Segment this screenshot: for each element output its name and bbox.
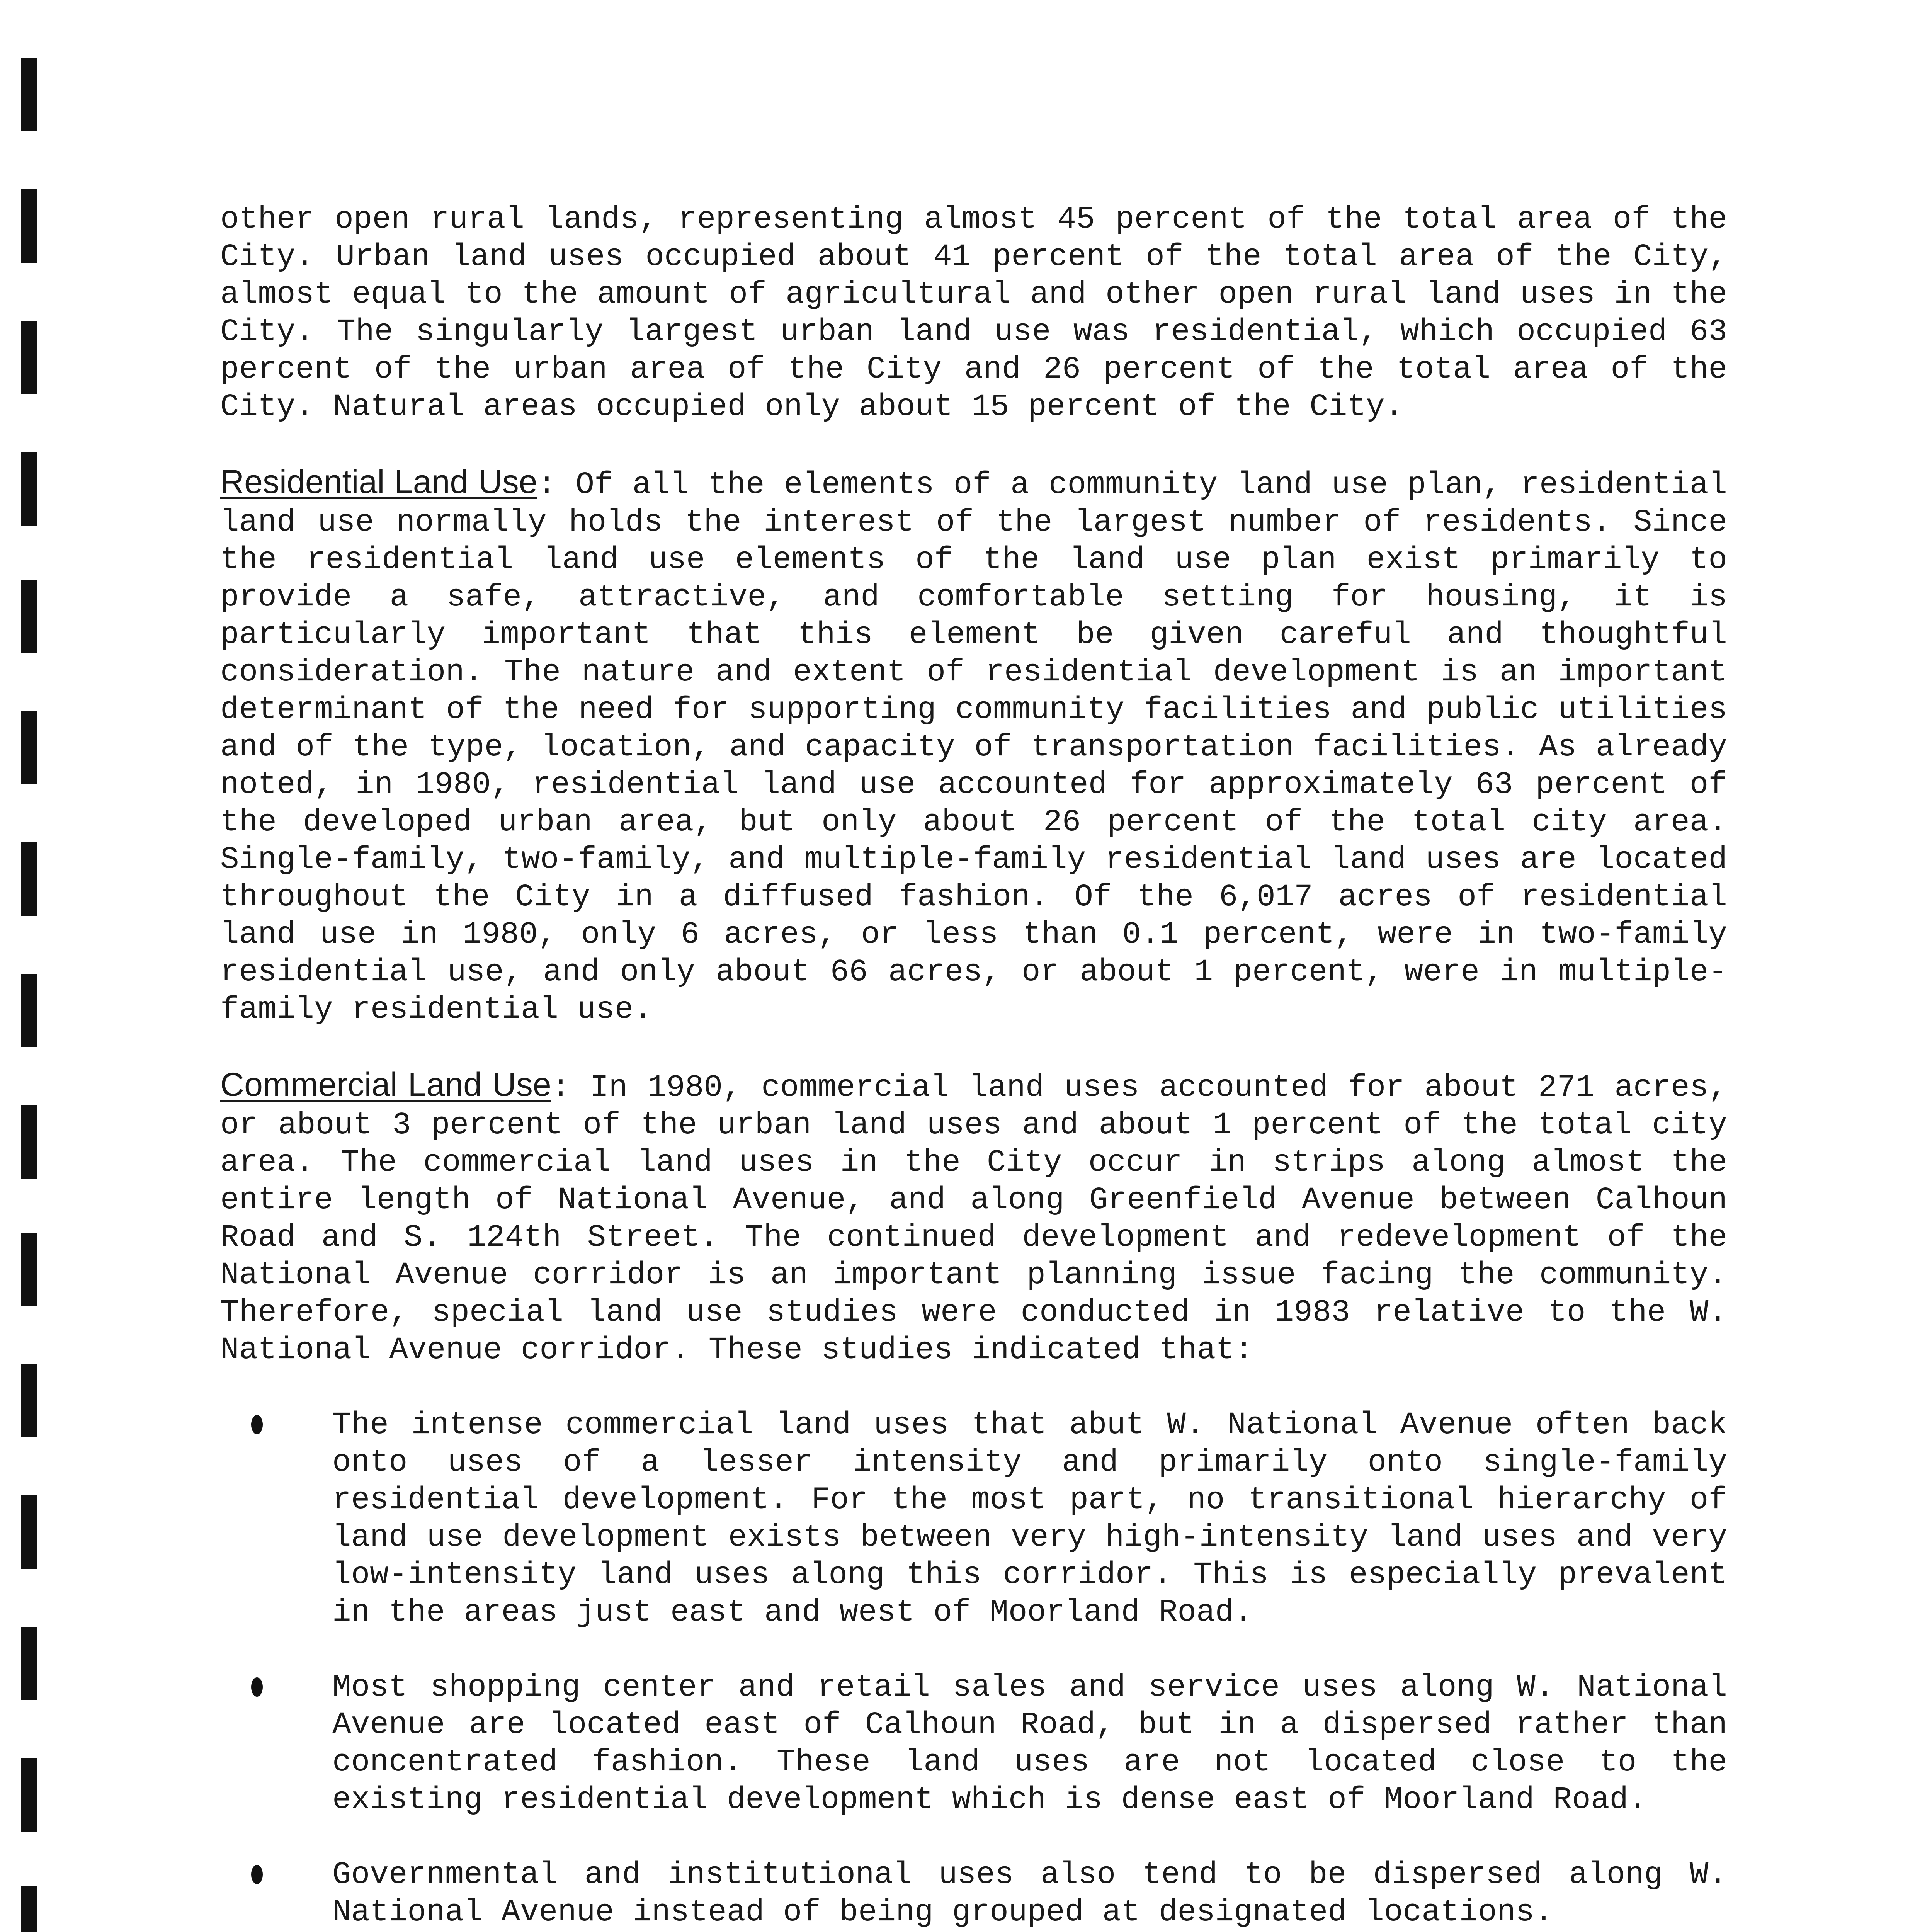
binder-mark (21, 452, 37, 526)
commercial-text: : In 1980, commercial land uses accounted for about 271 acres, or about 3 percent of the urban land uses and about 1 percent of the total city area. The commercial land uses in the City occur in strips along almost the entire length of National Avenue, and along Greenfield Avenue between Calhoun Road and S. 124th Street. The continued development and redevelopment of the National Avenue corridor is an important planning issue facing the community. Therefore, special land use studies were conducted in 1983 relative to the W. National Avenue corridor. These studies indicated that: (220, 1070, 1727, 1368)
binder-mark (21, 1886, 37, 1932)
binder-mark (21, 321, 37, 394)
binder-mark (21, 1233, 37, 1306)
binder-mark (21, 711, 37, 784)
bullet-icon (251, 1865, 263, 1884)
binder-mark (21, 189, 37, 263)
intro-text: other open rural lands, representing almost 45 percent of the total area of the City. Urban land uses occupied about 41 percent of the total area of the City, almost equal to the amount of agricultural and other open rural land uses in the City. The singularly largest urban land use was residential, which occupied 63 percent of the urban area of the City and 26 percent of the total area of the City. Natural areas occupied only about 15 percent of the City. (220, 202, 1727, 425)
list-item (220, 1856, 1727, 1931)
binder-mark (21, 58, 37, 131)
binder-mark (21, 1627, 37, 1700)
binder-mark (21, 580, 37, 653)
intro-paragraph (220, 201, 1727, 426)
binder-mark (21, 974, 37, 1047)
residential-paragraph (220, 463, 1727, 1029)
list-item-text: Governmental and institutional uses also tend to be dispersed along W. National Avenue instead of being grouped at designated locations. (332, 1857, 1727, 1930)
commercial-paragraph (220, 1066, 1727, 1369)
list-item-text: Most shopping center and retail sales and service uses along W. National Avenue are located east of Calhoun Road, but in a dispersed rather than concentrated fashion. These land uses are not located close to the existing residential development which is dense east of Moorland Road. (332, 1670, 1727, 1818)
findings-list (220, 1406, 1727, 1932)
binder-mark (21, 1495, 37, 1569)
binder-mark (21, 842, 37, 916)
binder-mark (21, 1364, 37, 1437)
residential-heading: Residential Land Use (220, 463, 537, 500)
commercial-heading: Commercial Land Use (220, 1066, 551, 1103)
bullet-icon (251, 1677, 263, 1697)
document-page (220, 201, 1727, 1932)
list-item (220, 1669, 1727, 1819)
binder-mark (21, 1105, 37, 1179)
list-item-text: The intense commercial land uses that abut W. National Avenue often back onto uses of a lesser intensity and primarily onto single-family residential development. For the most part, no transitional hierarchy of land use development exists between very high-intensity land uses and very low-intensity land uses along this corridor. This is especially prevalent in the areas just east and west of Moorland Road. (332, 1408, 1727, 1630)
bullet-icon (251, 1415, 263, 1434)
residential-text: : Of all the elements of a community land use plan, residential land use normally holds the interest of the largest number of residents. Since the residential land use elements of the land use plan exist primarily to provide a safe, attractive, and comfortable setting for housing, it is particularly important that this element be given careful and thoughtful consideration. The nature and extent of residential development is an important determinant of the need for supporting community facilities and public utilities and of the type, location, and capacity of transportation facilities. As already noted, in 1980, residential land use accounted for approximately 63 percent of the developed urban area, but only about 26 percent of the total city area. Single-family, two-family, and multiple-family residential land uses are located throughout the City in a diffused fashion. Of the 6,017 acres of residential land use in 1980, only 6 acres, or less than 0.1 percent, were in two-family residential use, and only about 66 acres, or about 1 percent, were in multiple-family residential use. (220, 468, 1727, 1027)
binder-mark (21, 1758, 37, 1832)
list-item (220, 1406, 1727, 1631)
